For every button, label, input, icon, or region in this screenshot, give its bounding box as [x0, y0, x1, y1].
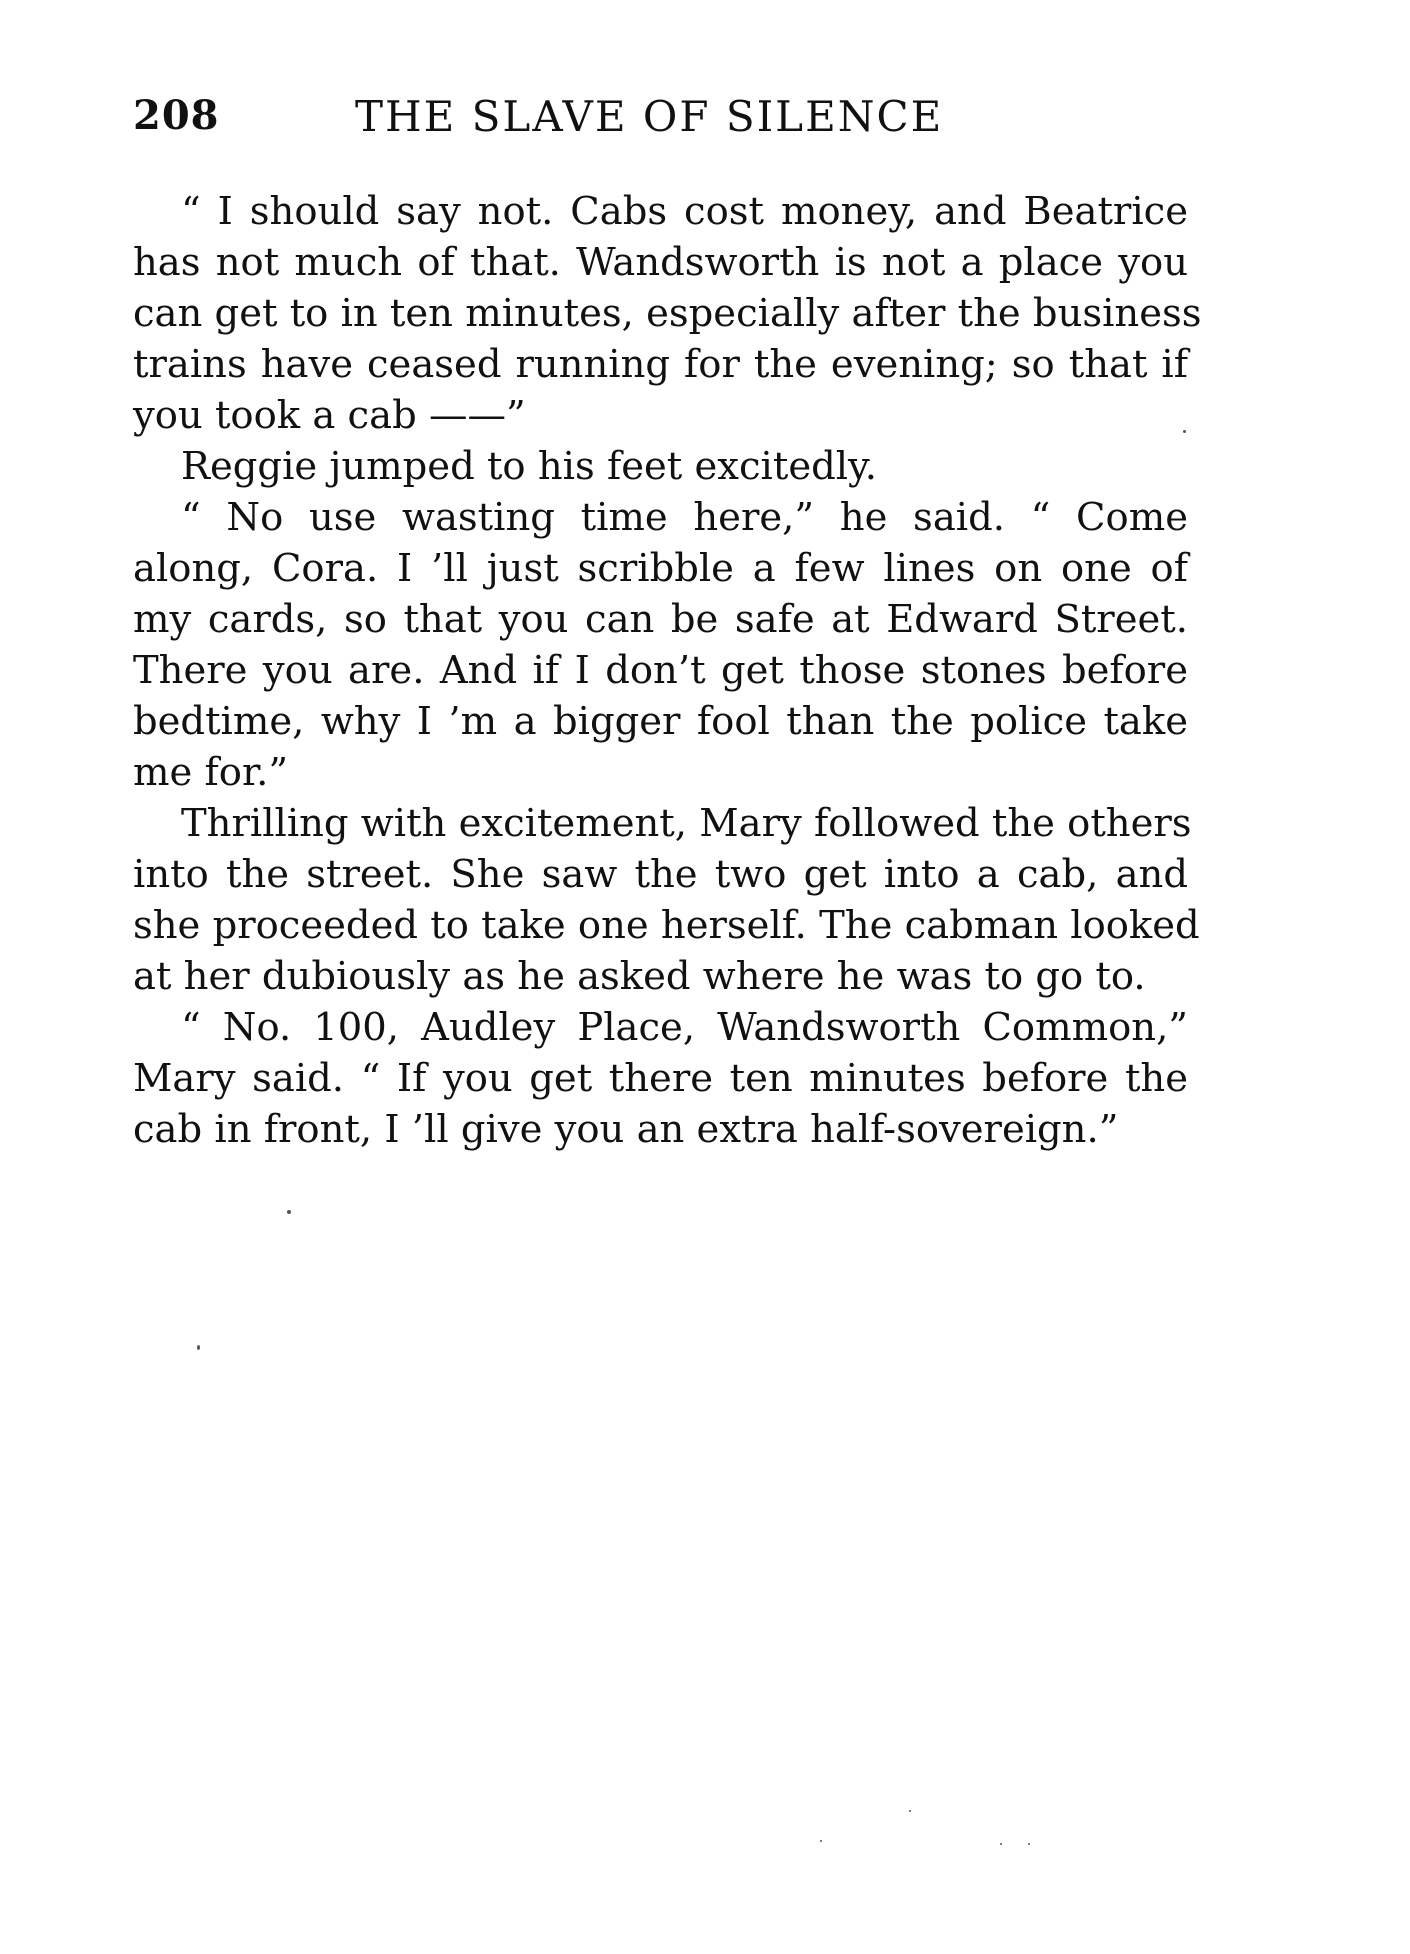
- print-speck: [1000, 1843, 1002, 1845]
- text-line: has not much of that. Wandsworth is not a place you: [133, 240, 1188, 285]
- text-line: my cards, so that you can be safe at Edward Street.: [133, 597, 1188, 642]
- print-speck: [909, 1810, 911, 1812]
- text-line: into the street. She saw the two get into a cab, and: [133, 852, 1188, 897]
- text-line: Thrilling with excitement, Mary followed the others: [181, 801, 1192, 846]
- running-title: THE SLAVE OF SILENCE: [355, 92, 944, 141]
- page-number: 208: [133, 92, 220, 139]
- text-line: at her dubiously as he asked where he was to go to.: [133, 954, 1146, 999]
- text-line: There you are. And if I don’t get those stones before: [133, 648, 1188, 693]
- text-line: me for.”: [133, 750, 289, 795]
- text-line: cab in front, I ’ll give you an extra half-sovereign.”: [133, 1107, 1119, 1152]
- print-speck: [820, 1840, 822, 1842]
- text-line: Reggie jumped to his feet excitedly.: [181, 444, 877, 489]
- text-line: she proceeded to take one herself. The cabman looked: [133, 903, 1200, 948]
- text-line: “ I should say not. Cabs cost money, and Beatrice: [181, 189, 1188, 234]
- text-line: along, Cora. I ’ll just scribble a few lines on one of: [133, 546, 1188, 591]
- body-text: [133, 186, 1202, 1155]
- page-header: [133, 92, 1188, 148]
- text-line: “ No. 100, Audley Place, Wandsworth Common,”: [181, 1005, 1188, 1050]
- print-speck: [197, 1345, 200, 1350]
- text-line: trains have ceased running for the evening; so that if: [133, 342, 1188, 387]
- print-speck: [1183, 430, 1186, 433]
- text-line: you took a cab ——”: [133, 393, 526, 438]
- print-speck: [287, 1210, 291, 1214]
- text-line: Mary said. “ If you get there ten minutes before the: [133, 1056, 1188, 1101]
- text-line: “ No use wasting time here,” he said. “ Come: [181, 495, 1188, 540]
- text-line: bedtime, why I ’m a bigger fool than the police take: [133, 699, 1188, 744]
- print-speck: [1028, 1843, 1030, 1845]
- text-line: can get to in ten minutes, especially after the business: [133, 291, 1202, 336]
